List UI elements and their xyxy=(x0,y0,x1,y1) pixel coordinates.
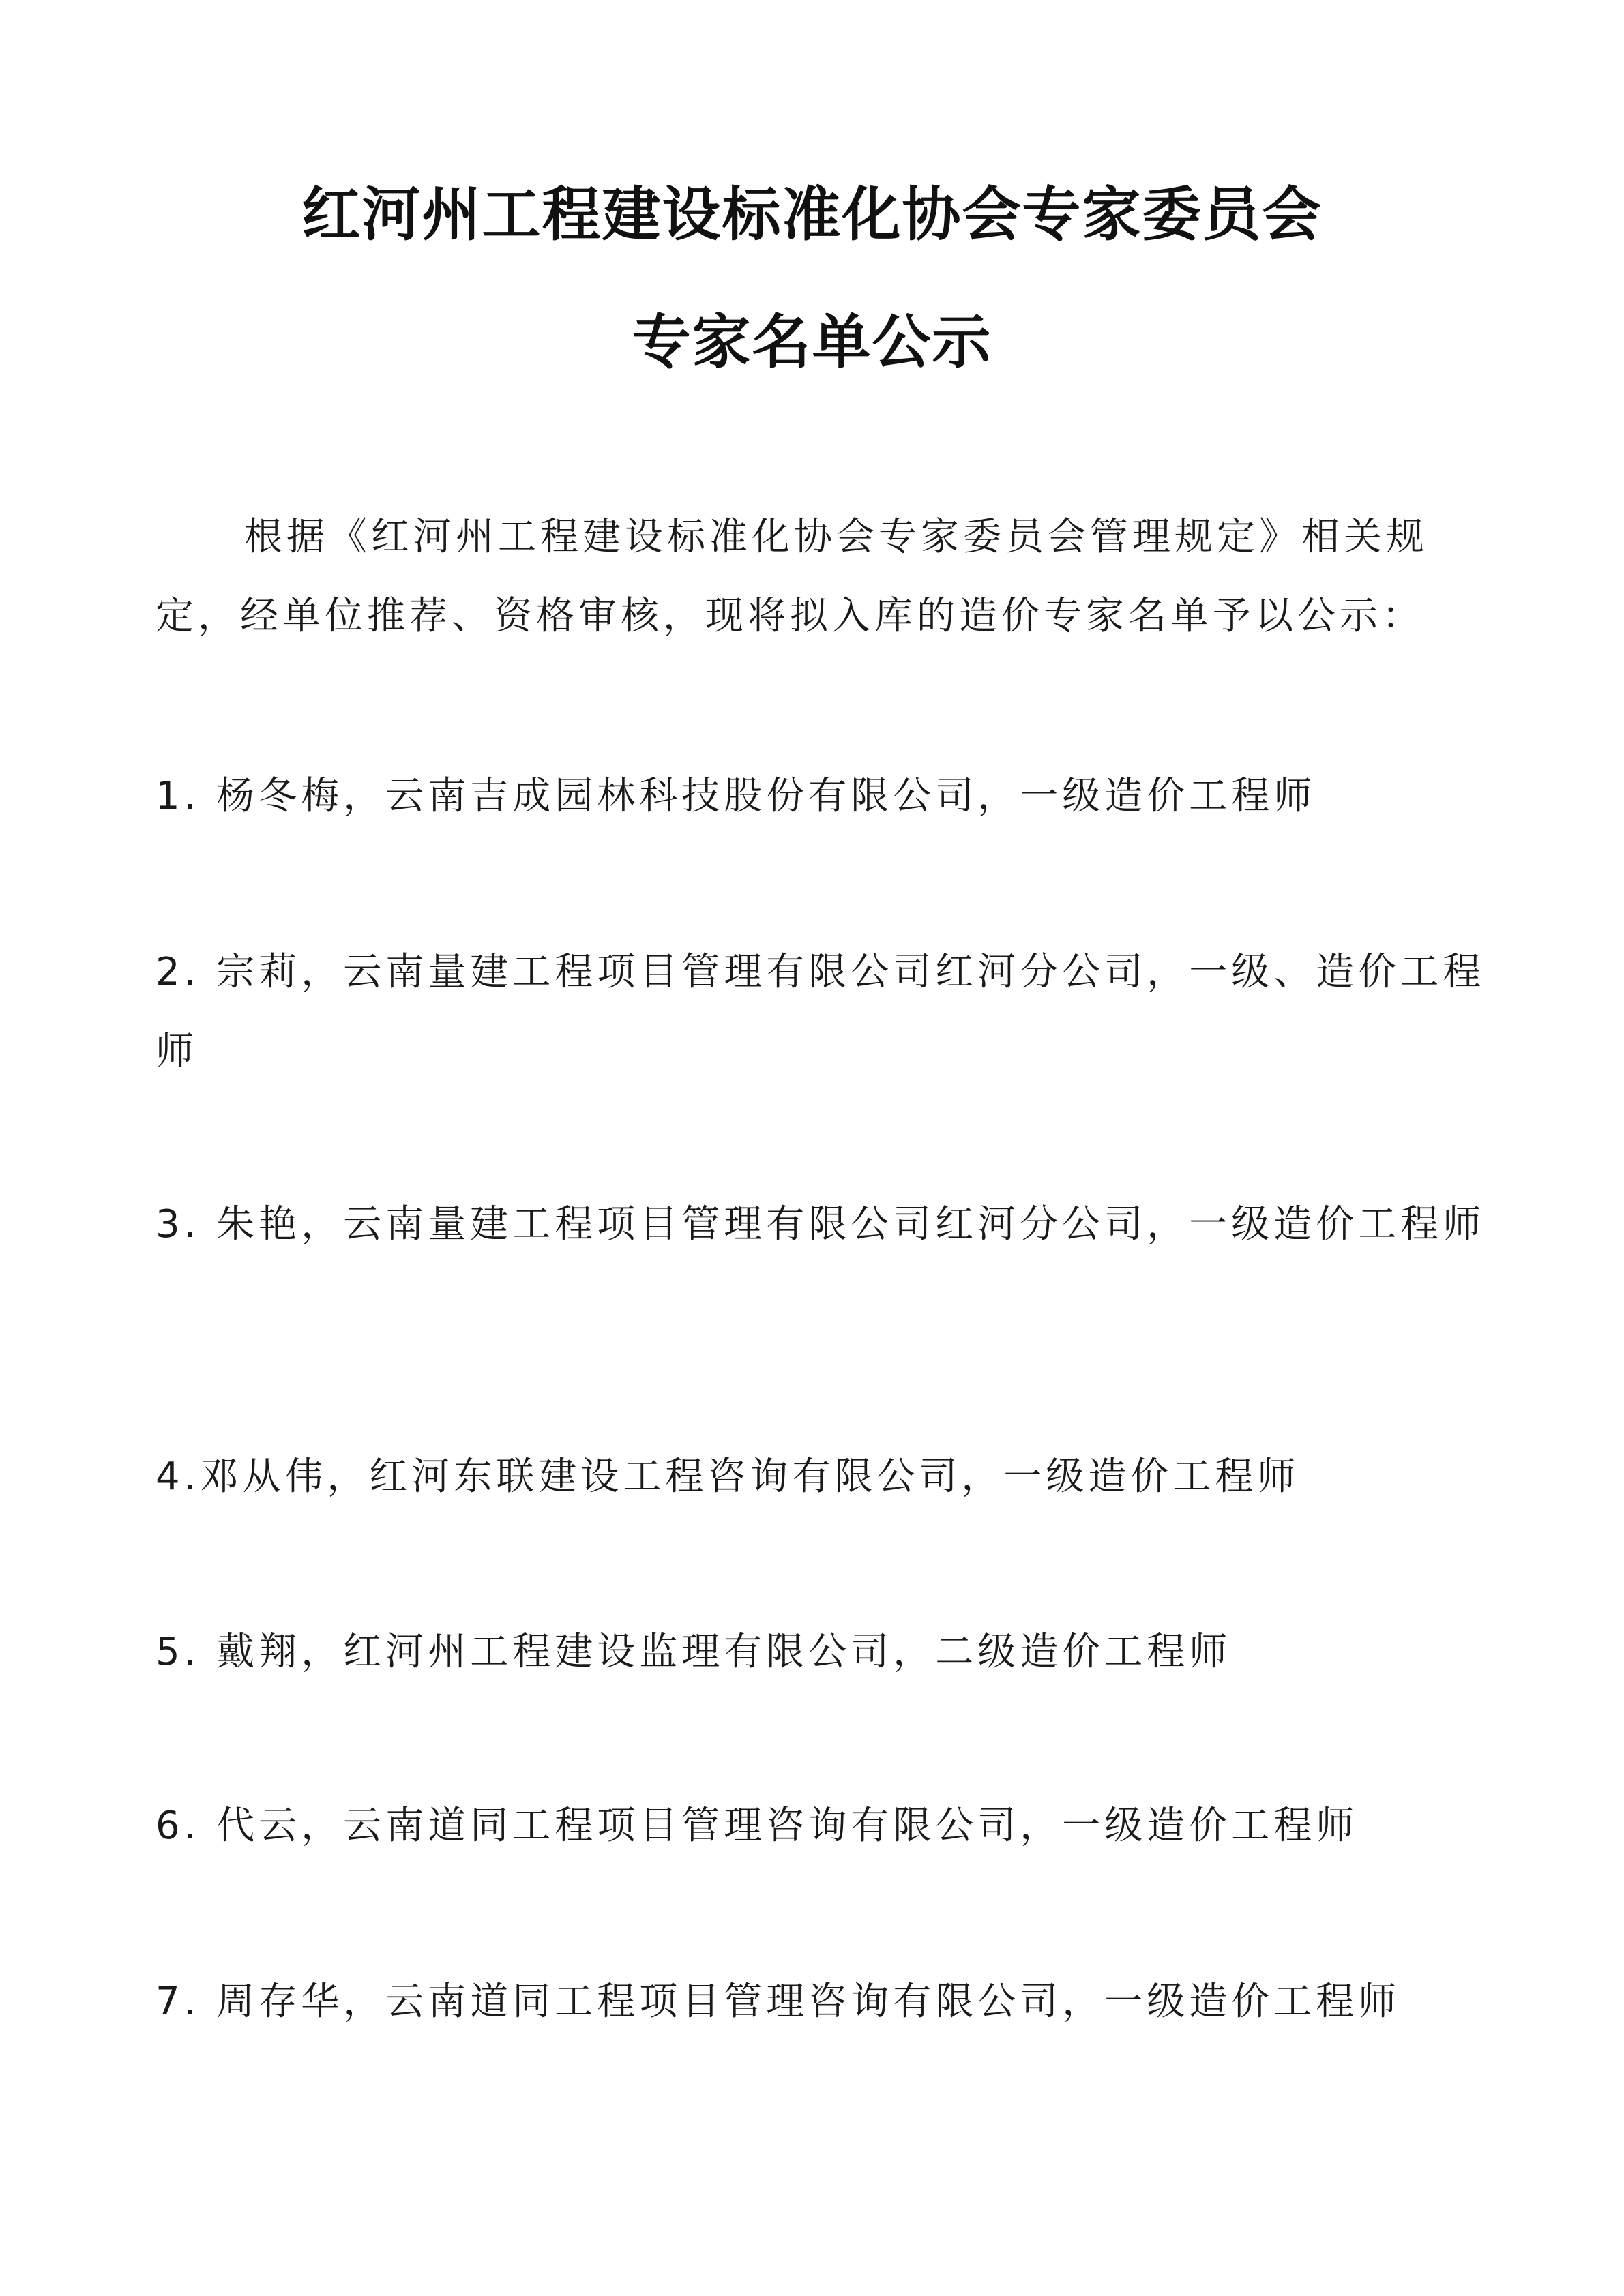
list-item: 5. 戴翔，红河州工程建设监理有限公司，二级造价工程师 xyxy=(156,1630,1232,1674)
list-item: 2. 宗莉，云南量建工程项目管理有限公司红河分公司，一级、造价工程师 xyxy=(156,950,1486,1073)
intro-paragraph: 根据《红河州工程建设标准化协会专家委员会管理规定》相关规定，经单位推荐、资格审核，现将拟入库的造价专家名单予以公示： xyxy=(156,515,1428,638)
document-title-line2: 专家名单公示 xyxy=(632,308,992,376)
document-title-line1: 红河州工程建设标准化协会专家委员会 xyxy=(301,180,1323,249)
list-item: 7. 周存华，云南道同工程项目管理咨询有限公司，一级造价工程师 xyxy=(156,1980,1401,2024)
list-item: 4.邓从伟，红河东联建设工程咨询有限公司，一级造价工程师 xyxy=(156,1455,1300,1499)
list-item: 6. 代云，云南道同工程项目管理咨询有限公司，一级造价工程师 xyxy=(156,1804,1359,1848)
list-item: 1. 杨冬梅，云南吉成园林科技股份有限公司，一级造价工程师 xyxy=(156,774,1316,818)
list-item: 3. 朱艳，云南量建工程项目管理有限公司红河分公司，一级造价工程师 xyxy=(156,1202,1486,1247)
